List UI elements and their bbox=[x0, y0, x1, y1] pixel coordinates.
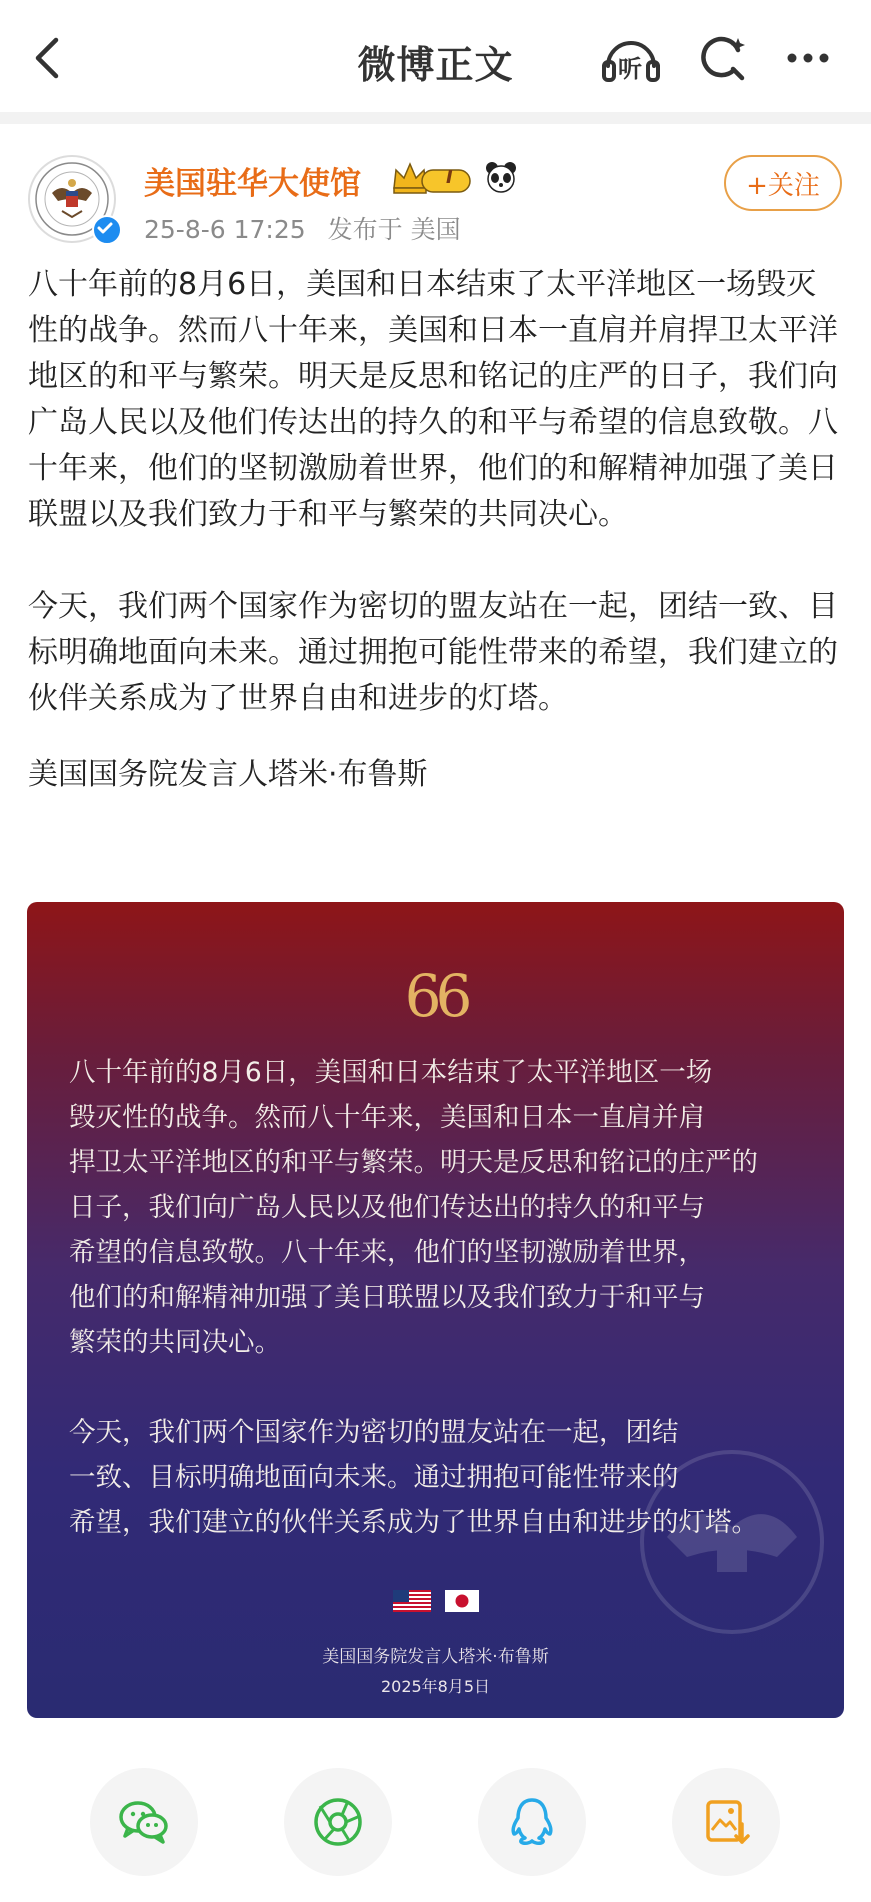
post-image[interactable] bbox=[27, 902, 844, 1718]
post-body bbox=[28, 262, 846, 798]
more-icon[interactable] bbox=[780, 30, 836, 86]
save-image-icon bbox=[696, 1792, 756, 1852]
listen-button[interactable] bbox=[600, 30, 656, 86]
card-text-line: 捍卫太平洋地区的和平与繁荣。明天是反思和铭记的庄严的 bbox=[69, 1147, 758, 1178]
card-text-line: 日子，我们向广岛人民以及他们传达出的持久的和平与 bbox=[69, 1192, 705, 1223]
card-text-line: 他们的和解精神加强了美日联盟以及我们致力于和平与 bbox=[69, 1282, 705, 1313]
card-text-line: 八十年前的8月6日，美国和日本结束了太平洋地区一场 bbox=[69, 1057, 713, 1088]
save-image-button[interactable] bbox=[672, 1768, 780, 1876]
share-wechat-button[interactable] bbox=[90, 1768, 198, 1876]
share-qq-button[interactable] bbox=[478, 1768, 586, 1876]
japan-flag-icon bbox=[445, 1590, 479, 1612]
page-title: 微博正文 bbox=[357, 43, 514, 87]
share-moments-button[interactable] bbox=[284, 1768, 392, 1876]
card-text bbox=[69, 1050, 809, 1545]
card-text-line: 繁荣的共同决心。 bbox=[69, 1327, 281, 1358]
wechat-icon bbox=[114, 1792, 174, 1852]
verified-icon bbox=[92, 215, 122, 245]
post-location: 发布于 美国 bbox=[327, 215, 461, 244]
follow-button[interactable]: +关注 bbox=[724, 155, 842, 211]
moments-icon bbox=[308, 1792, 368, 1852]
level-badge: I bbox=[446, 167, 453, 188]
flags bbox=[27, 1590, 844, 1612]
top-nav bbox=[0, 0, 871, 112]
post-paragraph: 今天，我们两个国家作为密切的盟友站在一起，团结一致、目标明确地面向未来。通过拥抱可能性带来的希望，我们建立的伙伴关系成为了世界自由和进步的灯塔。 bbox=[28, 589, 838, 716]
us-flag-icon bbox=[393, 1590, 431, 1612]
post-paragraph: 八十年前的8月6日，美国和日本结束了太平洋地区一场毁灭性的战争。然而八十年来，美国和日本一直肩并肩捍卫太平洋地区的和平与繁荣。明天是反思和铭记的庄严的日子，我们向广岛人民以及他们传达出的持久的和平与希望的信息致敬。八十年来，他们的坚韧激励着世界，他们的和解精神加强了美日联盟以及我们致力于和平与繁荣的共同决心。 bbox=[28, 267, 838, 532]
card-text-line: 希望的信息致敬。八十年来，他们的坚韧激励着世界， bbox=[69, 1237, 705, 1268]
card-text-line: 毁灭性的战争。然而八十年来，美国和日本一直肩并肩 bbox=[69, 1102, 705, 1133]
card-text-line: 今天，我们两个国家作为密切的盟友站在一起，团结 bbox=[69, 1417, 679, 1448]
username[interactable]: 美国驻华大使馆 bbox=[144, 166, 361, 202]
divider bbox=[0, 112, 871, 124]
panda-icon bbox=[484, 160, 518, 194]
search-icon[interactable] bbox=[694, 30, 750, 86]
quote-mark-icon: 66 bbox=[404, 962, 467, 1030]
listen-label: 听 bbox=[618, 55, 642, 83]
post-signature: 美国国务院发言人塔米·布鲁斯 bbox=[28, 757, 428, 792]
card-text-line: 希望，我们建立的伙伴关系成为了世界自由和进步的灯塔。 bbox=[69, 1507, 758, 1538]
card-date: 2025年8月5日 bbox=[380, 1677, 491, 1696]
post-time: 25-8-6 17:25 bbox=[144, 215, 306, 244]
post-meta bbox=[144, 210, 475, 246]
card-text-line: 一致、目标明确地面向未来。通过拥抱可能性带来的 bbox=[69, 1462, 679, 1493]
card-attribution: 美国国务院发言人塔米·布鲁斯 bbox=[322, 1647, 549, 1667]
qq-icon bbox=[502, 1792, 562, 1852]
